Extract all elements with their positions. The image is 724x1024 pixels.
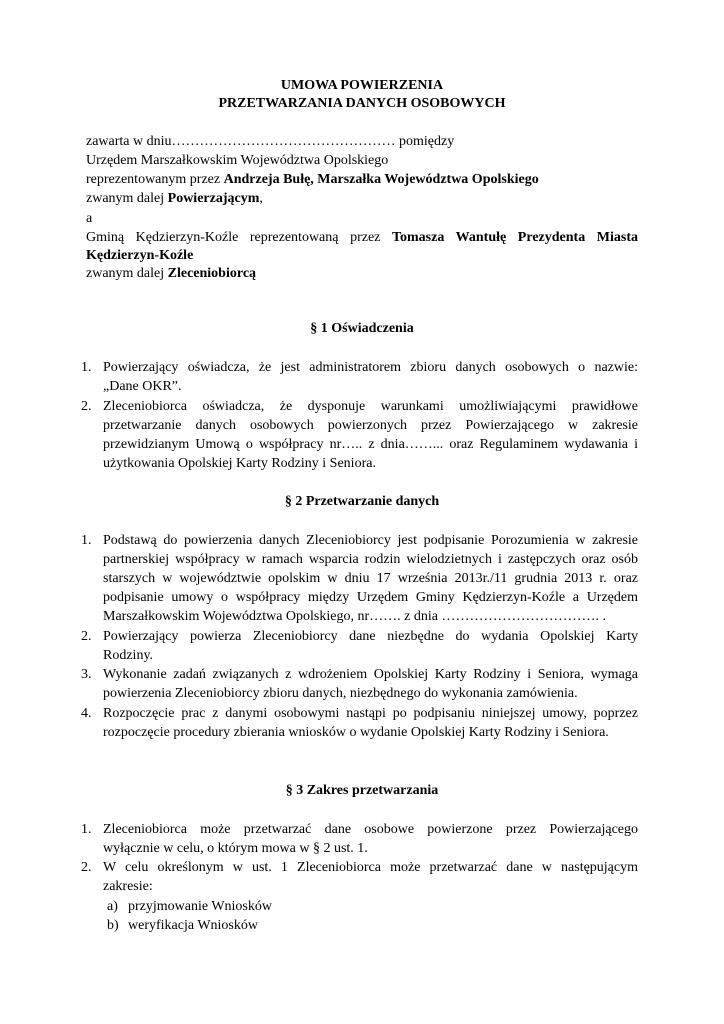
item-number: 2. — [81, 629, 92, 644]
item-line: Powierzający powierza Zleceniobiorcy dane niezbędne do wydania Opolskiej Karty — [103, 629, 638, 644]
party1-name: Urzędem Marszałkowskim Województwa Opolskiego — [86, 153, 389, 168]
party1-called-line — [86, 190, 263, 208]
item-line: Rozpoczęcie prac z danymi osobowymi nastąpi po podpisaniu niniejszej umowy, poprzez — [103, 706, 638, 721]
item-line: użytkowania Opolskiej Karty Rodziny i Seniora. — [103, 456, 376, 471]
called-prefix-2: zwanym dalej — [86, 266, 168, 281]
section1-heading: § 1 Oświadczenia — [310, 321, 414, 336]
item-line: przetwarzanie danych osobowych powierzonych przez Powierzającego w zakresie — [103, 418, 638, 433]
conjunction-and: a — [86, 211, 93, 226]
item-line: Zleceniobiorca może przetwarzać dane osobowe powierzone przez Powierzającego — [103, 822, 638, 837]
item-line: „Dane OKR”. — [103, 379, 182, 394]
item-line: Powierzający oświadcza, że jest administratorem zbioru danych osobowych o nazwie: — [103, 360, 638, 375]
item-number: 1. — [81, 533, 92, 548]
document-title-line1: UMOWA POWIERZENIA — [280, 78, 444, 93]
item-number: 4. — [81, 706, 92, 721]
party2-representative-line2: Kędzierzyn-Koźle — [86, 248, 194, 263]
subitem-letter: a) — [107, 899, 118, 914]
subitem-letter: b) — [107, 918, 119, 933]
item-line: Rodziny. — [103, 648, 154, 663]
item-line: podpisanie umowy o współpracy między Urzędem Gminy Kędzierzyn-Koźle a Urzędem — [103, 590, 638, 605]
party1-called-name: Powierzającym — [167, 191, 260, 206]
document-title-line2: PRZETWARZANIA DANYCH OSOBOWYCH — [218, 96, 506, 111]
party2-prefix: Gminą Kędzierzyn-Koźle reprezentowaną przez — [86, 230, 392, 245]
item-line: przewidzianym Umową o współpracy nr….. z dnia……... oraz Regulaminem wydawania i — [103, 437, 638, 452]
subitem-text: przyjmowanie Wniosków — [128, 899, 272, 914]
party2-called-name: Zleceniobiorcą — [167, 266, 257, 281]
item-line: W celu określonym w ust. 1 Zleceniobiorca może przetwarzać dane w następującym — [103, 860, 638, 875]
party1-representative-line — [86, 171, 539, 189]
item-number: 3. — [81, 667, 92, 682]
item-line: partnerskiej współpracy w ramach wsparcia rodzin wielodzietnych i zastępczych oraz osób — [103, 552, 638, 567]
item-line: zakresie: — [103, 879, 153, 894]
item-line: starszych w województwie opolskim w dniu 17 września 2013r./11 grudnia 2013 r. oraz — [103, 571, 638, 586]
item-number: 2. — [81, 399, 92, 414]
item-line: Wykonanie zadań związanych z wdrożeniem Opolskiej Karty Rodziny i Seniora, wymaga — [103, 667, 638, 682]
item-number: 2. — [81, 860, 92, 875]
represented-prefix: reprezentowanym przez — [86, 172, 224, 187]
section2-heading: § 2 Przetwarzanie danych — [284, 494, 440, 509]
concluded-date-line: zawarta w dniu………………………………………… pomiędzy — [86, 134, 455, 149]
party2-representative-line1: Tomasza Wantułę Prezydenta Miasta — [391, 230, 638, 245]
subitem-text: weryfikacja Wniosków — [128, 918, 258, 933]
called-prefix: zwanym dalej — [86, 191, 168, 206]
item-number: 1. — [81, 360, 92, 375]
item-line: rozpoczęcie procedury zbierania wniosków o wydanie Opolskiej Karty Rodziny i Seniora. — [103, 725, 609, 740]
item-line: Podstawą do powierzenia danych Zleceniobiorcy jest podpisanie Porozumienia w zakresie — [103, 533, 638, 548]
item-line: Marszałkowskim Województwa Opolskiego, nr……. z dnia ……………………………. . — [103, 609, 606, 624]
party2-line — [86, 229, 638, 247]
item-line: wyłącznie w celu, o którym mowa w § 2 ust. 1. — [103, 841, 368, 856]
item-number: 1. — [81, 822, 92, 837]
party2-called-line — [86, 265, 256, 283]
party1-representative: Andrzeja Bułę, Marszałka Województwa Opolskiego — [223, 172, 539, 187]
item-line: powierzenia Zleceniobiorcy zbioru danych, niezbędnego do wykonania zamówienia. — [103, 686, 578, 701]
section3-heading: § 3 Zakres przetwarzania — [285, 783, 439, 798]
called-suffix: , — [259, 191, 263, 206]
item-line: Zleceniobiorca oświadcza, że dysponuje warunkami umożliwiającymi prawidłowe — [103, 399, 638, 414]
